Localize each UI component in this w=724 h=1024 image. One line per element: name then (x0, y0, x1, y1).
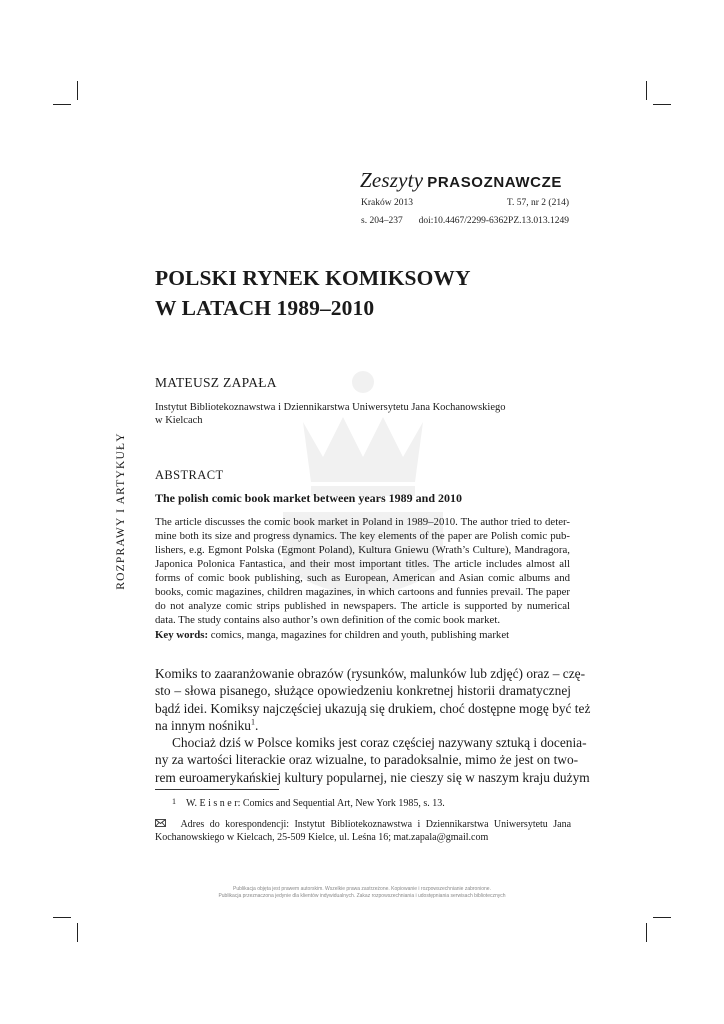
body-line: bądź idei. Komiksy najczęściej ukazują się drukiem, choć dostępne mogę być też (155, 700, 591, 716)
abstract-line: mine both its size and progress dynamics. The key elements of the paper are Polish comic pub- (155, 530, 570, 542)
abstract-line: forms of comic book publishing, such as European, American and Asian comic albums and (155, 572, 570, 584)
section-label (111, 432, 131, 590)
section-label-text: ROZPRAWY I ARTYKUŁY (115, 432, 127, 590)
footnote-number: 1 (172, 797, 176, 806)
crop-mark (653, 104, 671, 105)
affiliation-line: Instytut Bibliotekoznawstwa i Dziennikarstwa Uniwersytetu Jana Kochanowskiego (155, 402, 506, 413)
footnote-reference[interactable]: 1 (250, 717, 255, 727)
keywords (155, 629, 509, 641)
body-line: Komiks to zaaranżowanie obrazów (rysunków, malunków lub zdjęć) oraz – czę- (155, 666, 586, 681)
journal-pages: s. 204–237 (361, 216, 403, 226)
journal-place-year: Kraków 2013 (361, 198, 413, 208)
correspondence-address (155, 818, 571, 844)
author-name: MATEUSZ ZAPAŁA (155, 375, 277, 390)
article-title-line: POLSKI RYNEK KOMIKSOWY (155, 266, 471, 290)
crop-mark (77, 81, 78, 100)
correspondence-line (155, 818, 571, 831)
correspondence-line: Kochanowskiego w Kielcach, 25-509 Kielce, ul. Leśna 16; mat.zapala@gmail.com (155, 832, 489, 843)
body-line-text: na innym nośniku (155, 717, 251, 733)
body-line-end: . (254, 717, 259, 733)
body-line (155, 717, 571, 734)
abstract-line: data. The study contains also author’s own definition of the comic book market. (155, 614, 501, 626)
copyright-line: Publikacja przeznaczona jedynie dla klientów indywidualnych. Zakaz rozpowszechniania i udostępniania serwisach bibliotecznych (218, 893, 506, 899)
crop-mark (53, 917, 71, 918)
crop-mark (653, 917, 671, 918)
journal-name (360, 168, 562, 193)
abstract-line: do not analyze comic strips published in newspapers. The article is supported by numerical (155, 600, 570, 612)
article-title-line: W LATACH 1989–2010 (155, 296, 375, 320)
copyright-notice (150, 886, 574, 900)
author-affiliation (155, 401, 575, 427)
journal-volume: T. 57, nr 2 (214) (506, 198, 569, 208)
abstract-heading: ABSTRACT (155, 468, 224, 482)
abstract-text (155, 515, 570, 627)
footnote-text: W. E i s n e r: Comics and Sequential Art, New York 1985, s. 13. (186, 798, 445, 809)
journal-name-bold: PRASOZNAWCZE (427, 174, 562, 191)
crop-mark (77, 923, 78, 942)
keywords-list: comics, manga, magazines for children and youth, publishing market (208, 629, 510, 641)
crop-mark (53, 104, 71, 105)
footnote-rule (155, 789, 279, 790)
abstract-line: books, comic magazines, children magazines, in which cartoons and funnies prevail. The paper (155, 586, 570, 598)
affiliation-line: w Kielcach (155, 415, 203, 426)
body-text (155, 665, 591, 786)
abstract-line: Japonica Polonica Fantastica, and their most important titles. The article includes almost all (155, 558, 570, 570)
correspondence-text: Adres do korespondencji: Instytut Bibliotekoznawstwa i Dziennikarstwa Uniwersytetu Jana (180, 819, 572, 830)
keywords-label: Key words: (155, 629, 209, 641)
abstract-line: The article discusses the comic book market in Poland in 1989–2010. The author tried to deter- (155, 516, 570, 528)
journal-name-italic: Zeszyty (360, 168, 424, 192)
body-line: ny za wartości literackie oraz wizualne, to paradoksalnie, mimo że jest on two- (155, 752, 579, 768)
abstract-title: The polish comic book market between years 1989 and 2010 (155, 491, 462, 505)
abstract-line: lishers, e.g. Egmont Polska (Egmont Poland), Kultura Gniewu (Wrath’s Culture), Mandragora, (155, 544, 570, 556)
crop-mark (646, 923, 647, 942)
footnote (172, 797, 445, 809)
crop-mark (646, 81, 647, 100)
body-line: sto – słowa pisanego, służące opowiedzeniu konkretnej historii dramatycznej (155, 683, 571, 699)
journal-doi: doi:10.4467/2299-6362PZ.13.013.1249 (418, 216, 569, 226)
copyright-line: Publikacja objęta jest prawem autorskim. Wszelkie prawa zastrzeżone. Kopiowanie i rozpowszechnianie zabronione. (233, 886, 491, 892)
article-title (155, 263, 471, 323)
body-line: rem euroamerykańskiej kultury popularnej, nie cieszy się w naszym kraju dużym (155, 769, 590, 785)
envelope-icon (155, 818, 167, 831)
body-line: Chociaż dziś w Polsce komiks jest coraz częściej nazywany sztuką i docenia- (172, 735, 587, 751)
